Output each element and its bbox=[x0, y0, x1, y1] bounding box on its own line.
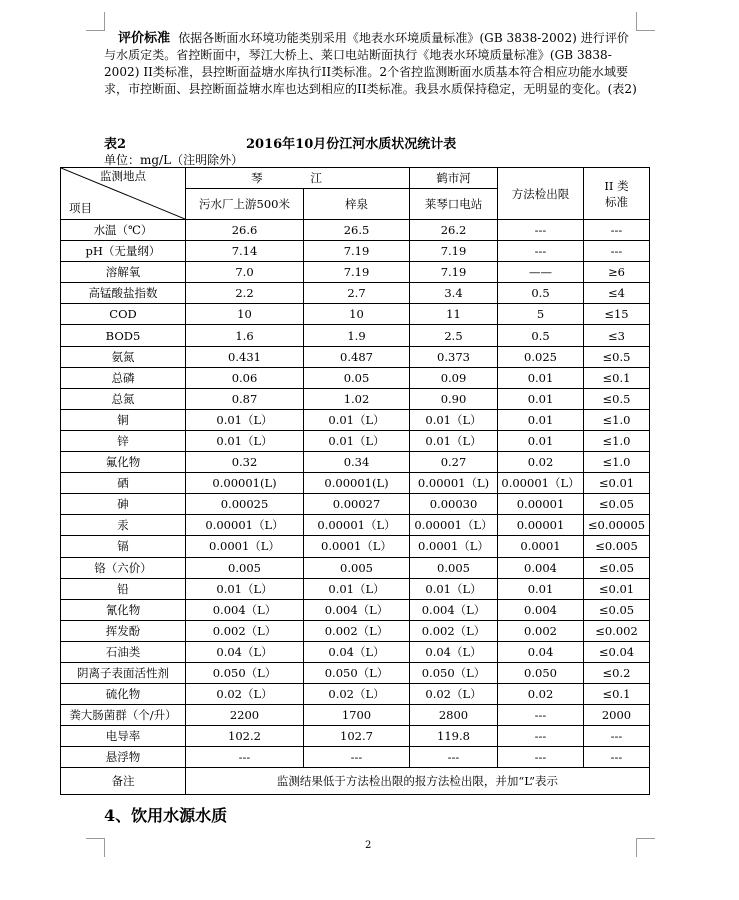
standard-cell: ≤4 bbox=[584, 283, 650, 304]
value-cell: 0.34 bbox=[304, 452, 410, 473]
table-row bbox=[61, 409, 650, 430]
value-cell: 26.2 bbox=[410, 220, 498, 241]
value-cell: 0.90 bbox=[410, 388, 498, 409]
limit-cell: 0.0001 bbox=[498, 536, 584, 557]
item-cell: 石油类 bbox=[61, 641, 186, 662]
value-cell: 0.01（L） bbox=[410, 578, 498, 599]
item-cell: 铬（六价） bbox=[61, 557, 186, 578]
value-cell: 1.9 bbox=[304, 325, 410, 346]
value-cell: 0.01（L） bbox=[410, 430, 498, 451]
item-cell: 氨氮 bbox=[61, 346, 186, 367]
value-cell: 0.00001（L) bbox=[410, 473, 498, 494]
table-row bbox=[61, 388, 650, 409]
value-cell: 2.2 bbox=[186, 283, 304, 304]
value-cell: 0.27 bbox=[410, 452, 498, 473]
value-cell: 0.01（L） bbox=[410, 409, 498, 430]
value-cell: 7.0 bbox=[186, 262, 304, 283]
value-cell: 0.06 bbox=[186, 367, 304, 388]
item-cell: 水温（℃） bbox=[61, 220, 186, 241]
standard-cell: ≤0.05 bbox=[584, 494, 650, 515]
table-row bbox=[61, 747, 650, 768]
standard-cell: ≤1.0 bbox=[584, 409, 650, 430]
value-cell: 0.02（L） bbox=[304, 684, 410, 705]
value-cell: 0.050（L） bbox=[304, 662, 410, 683]
value-cell: 119.8 bbox=[410, 726, 498, 747]
value-cell: 0.004（L） bbox=[186, 599, 304, 620]
item-cell: 硒 bbox=[61, 473, 186, 494]
value-cell: 0.00001(L) bbox=[304, 473, 410, 494]
item-cell: 氟化物 bbox=[61, 452, 186, 473]
table-body bbox=[61, 168, 650, 795]
item-cell: 溶解氧 bbox=[61, 262, 186, 283]
value-cell: 0.00027 bbox=[304, 494, 410, 515]
value-cell: 2.5 bbox=[410, 325, 498, 346]
value-cell: --- bbox=[186, 747, 304, 768]
table-row bbox=[61, 452, 650, 473]
item-cell: 电导率 bbox=[61, 726, 186, 747]
value-cell: 7.19 bbox=[304, 241, 410, 262]
item-cell: BOD5 bbox=[61, 325, 186, 346]
value-cell: 11 bbox=[410, 304, 498, 325]
page-corner-mark bbox=[86, 838, 105, 857]
table-row bbox=[61, 304, 650, 325]
value-cell: --- bbox=[304, 747, 410, 768]
value-cell: 0.01（L） bbox=[186, 578, 304, 599]
value-cell: 0.050（L） bbox=[410, 662, 498, 683]
item-cell: COD bbox=[61, 304, 186, 325]
site-header: 梓泉 bbox=[304, 189, 410, 220]
table-row bbox=[61, 241, 650, 262]
value-cell: 1700 bbox=[304, 705, 410, 726]
value-cell: 0.002（L） bbox=[410, 620, 498, 641]
table-row bbox=[61, 557, 650, 578]
value-cell: 102.7 bbox=[304, 726, 410, 747]
river-header-qinjiang: 琴 江 bbox=[186, 168, 410, 189]
item-cell: 总氮 bbox=[61, 388, 186, 409]
standard-cell: ≤0.00005 bbox=[584, 515, 650, 536]
limit-cell: 0.002 bbox=[498, 620, 584, 641]
standard-cell: ≤1.0 bbox=[584, 430, 650, 451]
table-row bbox=[61, 599, 650, 620]
corner-header-cell bbox=[61, 168, 186, 220]
value-cell: 0.01（L） bbox=[186, 430, 304, 451]
corner-label-item: 项目 bbox=[69, 201, 92, 215]
limit-cell: 0.025 bbox=[498, 346, 584, 367]
value-cell: 0.00001（L） bbox=[410, 515, 498, 536]
standard-cell: ≤0.002 bbox=[584, 620, 650, 641]
page-corner-mark bbox=[86, 12, 105, 31]
value-cell: 0.01（L） bbox=[304, 409, 410, 430]
table-row bbox=[61, 473, 650, 494]
value-cell: 0.005 bbox=[186, 557, 304, 578]
standard-cell: --- bbox=[584, 747, 650, 768]
standard-cell: --- bbox=[584, 220, 650, 241]
value-cell: 0.01（L） bbox=[186, 409, 304, 430]
limit-cell: --- bbox=[498, 726, 584, 747]
standard-cell: ≤0.04 bbox=[584, 641, 650, 662]
table-row bbox=[61, 620, 650, 641]
value-cell: 0.87 bbox=[186, 388, 304, 409]
value-cell: 0.004（L） bbox=[304, 599, 410, 620]
value-cell: 0.0001（L） bbox=[410, 536, 498, 557]
note-label: 备注 bbox=[61, 768, 186, 795]
value-cell: --- bbox=[410, 747, 498, 768]
value-cell: 0.02（L） bbox=[410, 684, 498, 705]
paragraph-lead: 评价标准 bbox=[118, 31, 171, 46]
page-number: 2 bbox=[365, 840, 372, 851]
table-unit: 单位：mg/L（注明除外） bbox=[104, 153, 244, 167]
standard-cell: ≤0.5 bbox=[584, 346, 650, 367]
value-cell: 0.0001（L） bbox=[304, 536, 410, 557]
standard-cell: ≤0.5 bbox=[584, 388, 650, 409]
item-cell: 铅 bbox=[61, 578, 186, 599]
water-quality-table bbox=[60, 167, 650, 795]
value-cell: 10 bbox=[304, 304, 410, 325]
table-row bbox=[61, 726, 650, 747]
limit-cell: 0.050 bbox=[498, 662, 584, 683]
header-row bbox=[61, 168, 650, 189]
limit-cell: 0.01 bbox=[498, 367, 584, 388]
table-row bbox=[61, 641, 650, 662]
item-cell: 镉 bbox=[61, 536, 186, 557]
value-cell: 0.487 bbox=[304, 346, 410, 367]
item-cell: pH（无量纲） bbox=[61, 241, 186, 262]
standard-cell: --- bbox=[584, 726, 650, 747]
value-cell: 0.002（L） bbox=[304, 620, 410, 641]
value-cell: 0.431 bbox=[186, 346, 304, 367]
standard-cell: ≤0.05 bbox=[584, 557, 650, 578]
item-cell: 汞 bbox=[61, 515, 186, 536]
limit-cell: 0.5 bbox=[498, 325, 584, 346]
limit-cell: 0.01 bbox=[498, 578, 584, 599]
standard-cell: ≤0.05 bbox=[584, 599, 650, 620]
limit-cell: —— bbox=[498, 262, 584, 283]
standard-cell: ≤0.1 bbox=[584, 367, 650, 388]
limit-cell: --- bbox=[498, 705, 584, 726]
table-row bbox=[61, 346, 650, 367]
value-cell: 102.2 bbox=[186, 726, 304, 747]
standard-cell: ≤0.2 bbox=[584, 662, 650, 683]
limit-cell: 0.01 bbox=[498, 409, 584, 430]
table-row bbox=[61, 220, 650, 241]
item-cell: 硫化物 bbox=[61, 684, 186, 705]
standard-cell: ≤15 bbox=[584, 304, 650, 325]
value-cell: 0.005 bbox=[304, 557, 410, 578]
table-number: 表2 bbox=[104, 137, 127, 152]
item-cell: 悬浮物 bbox=[61, 747, 186, 768]
item-cell: 氰化物 bbox=[61, 599, 186, 620]
limit-cell: --- bbox=[498, 241, 584, 262]
value-cell: 10 bbox=[186, 304, 304, 325]
value-cell: 0.0001（L） bbox=[186, 536, 304, 557]
table-row bbox=[61, 494, 650, 515]
value-cell: 0.02（L） bbox=[186, 684, 304, 705]
standard-cell: ≤3 bbox=[584, 325, 650, 346]
item-cell: 总磷 bbox=[61, 367, 186, 388]
value-cell: 0.01（L） bbox=[304, 578, 410, 599]
standard-cell: ≤0.01 bbox=[584, 578, 650, 599]
table-row bbox=[61, 515, 650, 536]
site-header: 污水厂上游500米 bbox=[186, 189, 304, 220]
limit-cell: 0.01 bbox=[498, 430, 584, 451]
limit-cell: 0.004 bbox=[498, 557, 584, 578]
evaluation-paragraph bbox=[104, 30, 640, 98]
river-header-heshihe: 鹤市河 bbox=[410, 168, 498, 189]
value-cell: 0.002（L） bbox=[186, 620, 304, 641]
value-cell: 1.02 bbox=[304, 388, 410, 409]
value-cell: 0.00025 bbox=[186, 494, 304, 515]
value-cell: 0.01（L） bbox=[304, 430, 410, 451]
item-cell: 铜 bbox=[61, 409, 186, 430]
value-cell: 0.05 bbox=[304, 367, 410, 388]
limit-cell: 0.004 bbox=[498, 599, 584, 620]
value-cell: 0.00001（L） bbox=[186, 515, 304, 536]
item-cell: 锌 bbox=[61, 430, 186, 451]
standard-cell: ≤1.0 bbox=[584, 452, 650, 473]
limit-cell: 0.02 bbox=[498, 452, 584, 473]
value-cell: 3.4 bbox=[410, 283, 498, 304]
value-cell: 0.04（L） bbox=[410, 641, 498, 662]
value-cell: 26.5 bbox=[304, 220, 410, 241]
limit-cell: 0.00001（L） bbox=[498, 473, 584, 494]
value-cell: 7.14 bbox=[186, 241, 304, 262]
value-cell: 26.6 bbox=[186, 220, 304, 241]
value-cell: 0.32 bbox=[186, 452, 304, 473]
table-row bbox=[61, 262, 650, 283]
item-cell: 阴离子表面活性剂 bbox=[61, 662, 186, 683]
value-cell: 0.04（L） bbox=[304, 641, 410, 662]
value-cell: 2200 bbox=[186, 705, 304, 726]
item-cell: 砷 bbox=[61, 494, 186, 515]
method-limit-header: 方法检出限 bbox=[498, 168, 584, 220]
page-corner-mark bbox=[636, 12, 655, 31]
corner-label-location: 监测地点 bbox=[100, 169, 146, 183]
table-row bbox=[61, 283, 650, 304]
table-caption bbox=[104, 133, 644, 151]
limit-cell: 5 bbox=[498, 304, 584, 325]
standard-header: II 类 标准 bbox=[584, 168, 650, 220]
standard-cell: ≤0.01 bbox=[584, 473, 650, 494]
value-cell: 7.19 bbox=[410, 262, 498, 283]
value-cell: 7.19 bbox=[304, 262, 410, 283]
value-cell: 7.19 bbox=[410, 241, 498, 262]
note-text: 监测结果低于方法检出限的报方法检出限，并加“L”表示 bbox=[186, 768, 650, 795]
paragraph-text: 依据各断面水环境功能类别采用《地表水环境质量标准》(GB 3838-2002) 进行评价与水质定类。省控断面中，琴江大桥上、莱口电站断面执行《地表水环境质量标准》(GB 3838-2002) II类标准，县控断面益塘水库执行II类标准。2个省控监测断面水质基本符合相应功能水域要求，市控断面、县控断面益塘水库也达到相应的II类标准。我县水质保持稳定，无明显的变化。(表2) bbox=[104, 31, 637, 96]
item-cell: 高锰酸盐指数 bbox=[61, 283, 186, 304]
limit-cell: 0.02 bbox=[498, 684, 584, 705]
value-cell: 1.6 bbox=[186, 325, 304, 346]
limit-cell: 0.00001 bbox=[498, 515, 584, 536]
limit-cell: --- bbox=[498, 220, 584, 241]
note-row bbox=[61, 768, 650, 795]
standard-cell: --- bbox=[584, 241, 650, 262]
value-cell: 0.050（L） bbox=[186, 662, 304, 683]
table-row bbox=[61, 536, 650, 557]
page-corner-mark bbox=[636, 838, 655, 857]
value-cell: 0.00030 bbox=[410, 494, 498, 515]
standard-cell: 2000 bbox=[584, 705, 650, 726]
table-row bbox=[61, 705, 650, 726]
value-cell: 0.09 bbox=[410, 367, 498, 388]
value-cell: 2800 bbox=[410, 705, 498, 726]
table-title: 2016年10月份江河水质状况统计表 bbox=[246, 137, 457, 152]
site-header: 莱琴口电站 bbox=[410, 189, 498, 220]
value-cell: 0.00001(L) bbox=[186, 473, 304, 494]
value-cell: 0.005 bbox=[410, 557, 498, 578]
limit-cell: --- bbox=[498, 747, 584, 768]
value-cell: 0.373 bbox=[410, 346, 498, 367]
item-cell: 挥发酚 bbox=[61, 620, 186, 641]
section-heading: 4、饮用水源水质 bbox=[104, 806, 228, 825]
standard-cell: ≥6 bbox=[584, 262, 650, 283]
value-cell: 0.00001（L） bbox=[304, 515, 410, 536]
value-cell: 0.04（L） bbox=[186, 641, 304, 662]
table-row bbox=[61, 325, 650, 346]
table-row bbox=[61, 430, 650, 451]
limit-cell: 0.00001 bbox=[498, 494, 584, 515]
item-cell: 粪大肠菌群（个/升） bbox=[61, 705, 186, 726]
standard-cell: ≤0.1 bbox=[584, 684, 650, 705]
table-row bbox=[61, 662, 650, 683]
limit-cell: 0.01 bbox=[498, 388, 584, 409]
table-row bbox=[61, 684, 650, 705]
standard-cell: ≤0.005 bbox=[584, 536, 650, 557]
value-cell: 0.004（L） bbox=[410, 599, 498, 620]
limit-cell: 0.04 bbox=[498, 641, 584, 662]
limit-cell: 0.5 bbox=[498, 283, 584, 304]
value-cell: 2.7 bbox=[304, 283, 410, 304]
table-row bbox=[61, 367, 650, 388]
table-row bbox=[61, 578, 650, 599]
